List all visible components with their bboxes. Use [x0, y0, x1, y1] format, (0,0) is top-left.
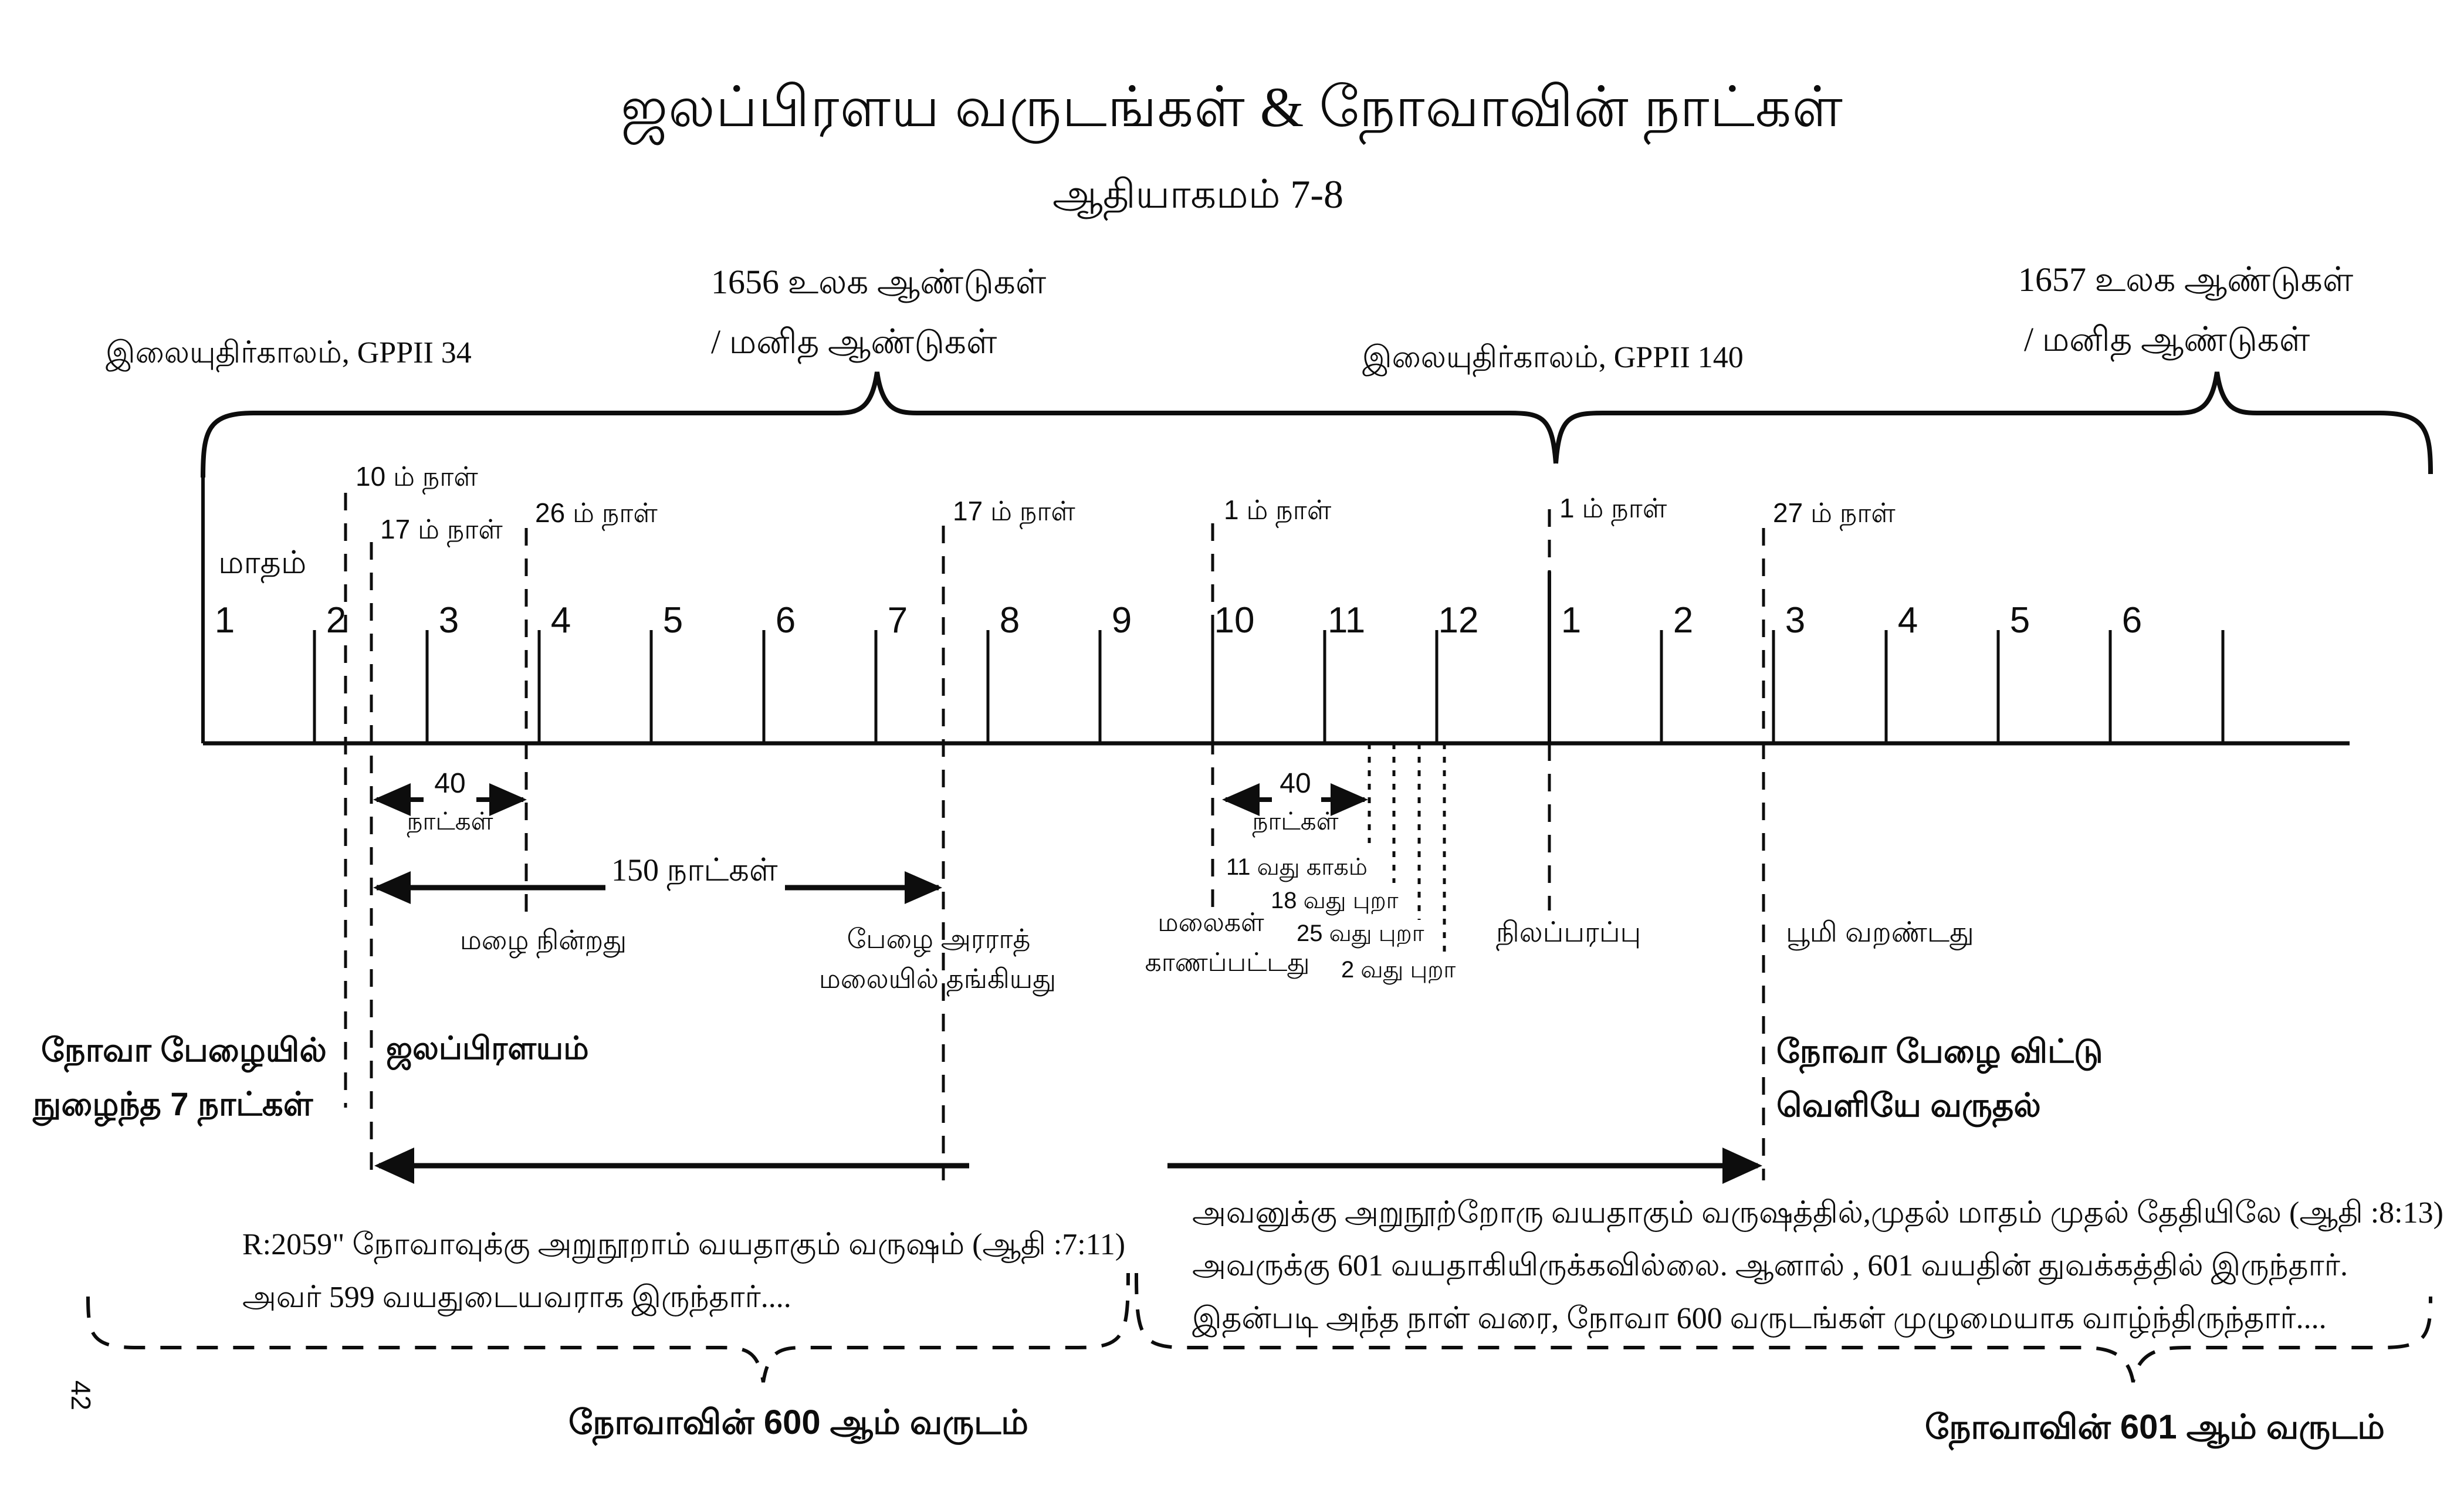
raven-11th-label: 11 வது காகம் — [1226, 854, 1368, 880]
month-tick-label: 4 — [1897, 600, 1918, 641]
flood-label: ஜலப்பிரளயம் — [386, 1031, 589, 1066]
mountains-seen-label-line1: மலைகள் — [1157, 908, 1264, 937]
month-tick-label: 5 — [2009, 600, 2030, 641]
note-genesis-7-11-line1: R:2059" நோவாவுக்கு அறுநூறாம் வயதாகும் வருஷம் (ஆதி :7:11) — [242, 1228, 1126, 1261]
page-title: ஜலப்பிரளய வருடங்கள் & நோவாவின் நாட்கள் — [621, 76, 1843, 138]
month-tick-label: 5 — [662, 600, 683, 641]
note-genesis-8-13-line1: அவனுக்கு அறுநூற்றோரு வயதாகும் வருஷத்தில்,முதல் மாதம் முதல் தேதியிலே (ஆதி :8:13) — [1192, 1196, 2443, 1230]
note-genesis-8-13-line3: இதன்படி அந்த நாள் வரை, நோவா 600 வருடங்கள் முழுமையாக வாழ்ந்திருந்தார்.... — [1192, 1302, 2327, 1335]
month-tick-label: 6 — [775, 600, 796, 641]
day-label-17-month7: 17 ம் நாள் — [953, 496, 1075, 526]
brace-year-1657 — [1556, 372, 2431, 474]
autumn-gppii-140-label: இலையுதிர்காலம், GPPII 140 — [1362, 341, 1744, 374]
month-tick-label: 6 — [2121, 600, 2143, 641]
page-subtitle: ஆதியாகமம் 7-8 — [1052, 172, 1344, 216]
note-genesis-7-11-line2: அவர் 599 வயதுடையவராக இருந்தார்.... — [242, 1281, 791, 1314]
day-label-27: 27 ம் நாள் — [1773, 497, 1896, 528]
forty-days-word-1: நாட்கள் — [407, 807, 493, 835]
month-tick-label: 8 — [999, 600, 1020, 641]
day-label-1-newyear: 1 ம் நாள் — [1559, 493, 1667, 523]
month-tick-label: 10 — [1214, 600, 1255, 641]
arrow-year-601-span — [1167, 1148, 1762, 1184]
noah-exit-label-line1: நோவா பேழை விட்டு — [1776, 1033, 2103, 1069]
noah-600th-year-label: நோவாவின் 600 ஆம் வருடம் — [568, 1403, 1028, 1441]
forty-days-word-2: நாட்கள் — [1252, 807, 1339, 835]
month-tick-label: 7 — [887, 600, 908, 641]
month-ticks — [203, 478, 2223, 743]
month-tick-label: 4 — [550, 600, 571, 641]
forty-days-number-1: 40 — [434, 768, 466, 799]
dry-land-label: நிலப்பரப்பு — [1496, 917, 1641, 948]
day-label-10: 10 ம் நாள் — [356, 461, 478, 492]
month-tick-label: 11 — [1327, 600, 1366, 641]
hundred-fifty-days-label: 150 நாட்கள் — [611, 852, 778, 888]
year-1656-label-line1: 1656 உலக ஆண்டுகள் — [711, 263, 1047, 301]
year-1657-label-line1: 1657 உலக ஆண்டுகள் — [2018, 260, 2354, 299]
rain-stopped-label: மழை நின்றது — [459, 925, 627, 955]
day-label-17: 17 ம் நாள் — [380, 514, 503, 544]
mountains-seen-label-line2: காணப்பட்டது — [1145, 948, 1310, 977]
month-tick-label: 2 — [326, 600, 347, 641]
dove-25th-label: 25 வது புறா — [1297, 920, 1424, 946]
month-axis-label: மாதம் — [218, 545, 307, 580]
noah-entered-label-line1: நோவா பேழையில் — [41, 1031, 327, 1068]
noah-entered-label-line2: நுழைந்த 7 நாட்கள் — [33, 1085, 313, 1122]
noah-exit-label-line2: வெளியே வருதல் — [1776, 1087, 2041, 1123]
autumn-gppii-34-label: இலையுதிர்காலம், GPPII 34 — [106, 336, 472, 370]
day-label-26: 26 ம் நாள் — [535, 497, 658, 528]
ark-rested-label-line1: பேழை அரராத் — [847, 923, 1031, 954]
arrow-year-600-span — [374, 1148, 969, 1184]
note-genesis-8-13-line2: அவருக்கு 601 வயதாகியிருக்கவில்லை. ஆனால் , 601 வயதின் துவக்கத்தில் இருந்தார். — [1192, 1249, 2348, 1282]
day-label-1-month10: 1 ம் நாள் — [1224, 495, 1332, 525]
month-tick-label: 3 — [438, 600, 459, 641]
page-number: 42 — [66, 1380, 97, 1411]
dove-2nd-label: 2 வது புறா — [1341, 957, 1456, 983]
year-1657-label-line2: / மனித ஆண்டுகள் — [2024, 320, 2310, 358]
month-tick-label: 1 — [1561, 600, 1582, 641]
earth-dried-label: பூமி வறண்டது — [1786, 917, 1974, 948]
month-tick-label: 3 — [1785, 600, 1806, 641]
year-1656-label-line2: / மனித ஆண்டுகள் — [711, 323, 997, 361]
forty-days-number-2: 40 — [1280, 768, 1311, 799]
month-tick-label: 1 — [214, 600, 235, 641]
month-tick-label: 2 — [1673, 600, 1694, 641]
ark-rested-label-line2: மலையில் தங்கியது — [818, 963, 1057, 994]
dove-18th-label: 18 வது புறா — [1271, 888, 1399, 913]
month-tick-label: 12 — [1438, 600, 1479, 641]
noah-601st-year-label: நோவாவின் 601 ஆம் வருடம் — [1925, 1408, 2385, 1446]
month-tick-label: 9 — [1111, 600, 1132, 641]
